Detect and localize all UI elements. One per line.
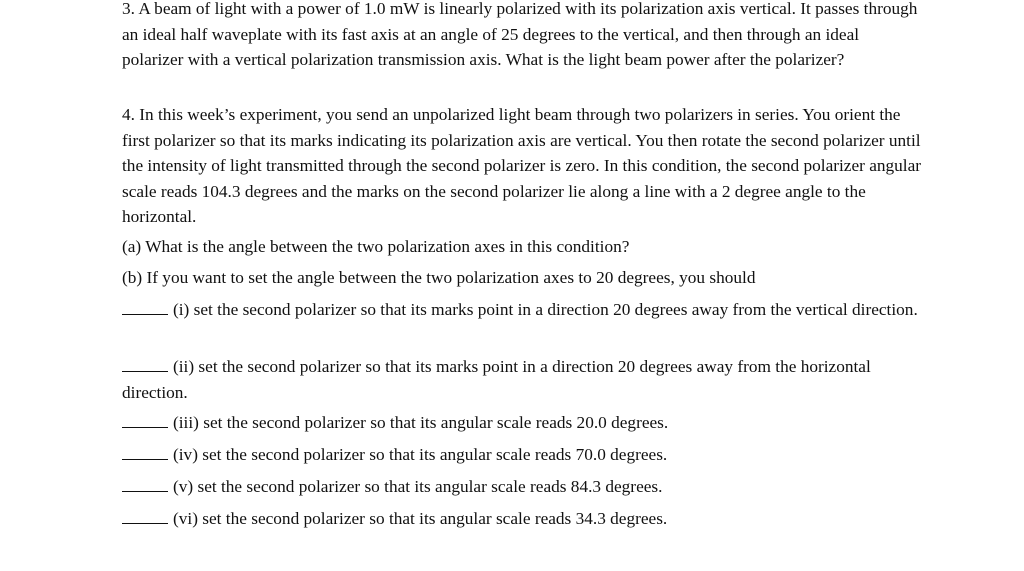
problem-3-text: 3. A beam of light with a power of 1.0 mW is linearly polarized with its polarization axis vertical. It passes through an ideal half waveplate with its fast axis at an angle of 25 degrees to the vertical, and then through an ideal polarizer with a vertical polarization transmission axis. What is the light beam power after the polarizer? xyxy=(122,0,918,69)
option-iii-text: (iii) set the second polarizer so that its angular scale reads 20.0 degrees. xyxy=(173,413,669,432)
option-ii xyxy=(122,354,922,405)
option-vi xyxy=(122,506,922,532)
answer-blank-i[interactable] xyxy=(122,300,168,315)
option-v xyxy=(122,474,922,500)
option-iv-text: (iv) set the second polarizer so that its angular scale reads 70.0 degrees. xyxy=(173,445,668,464)
option-iv xyxy=(122,442,922,468)
option-iii xyxy=(122,410,922,436)
problem-4-part-b: (b) If you want to set the angle between the two polarization axes to 20 degrees, you should xyxy=(122,268,756,287)
option-ii-text: (ii) set the second polarizer so that its marks point in a direction 20 degrees away from the horizontal direction. xyxy=(122,357,871,402)
answer-blank-ii[interactable] xyxy=(122,357,168,372)
answer-blank-iv[interactable] xyxy=(122,445,168,460)
answer-blank-vi[interactable] xyxy=(122,509,168,524)
problem-4-part-a: (a) What is the angle between the two polarization axes in this condition? xyxy=(122,237,630,256)
option-v-text: (v) set the second polarizer so that its angular scale reads 84.3 degrees. xyxy=(173,477,663,496)
option-vi-text: (vi) set the second polarizer so that its angular scale reads 34.3 degrees. xyxy=(173,509,668,528)
option-i-text: (i) set the second polarizer so that its marks point in a direction 20 degrees away from the vertical direction. xyxy=(173,300,918,319)
answer-blank-iii[interactable] xyxy=(122,413,168,428)
answer-blank-v[interactable] xyxy=(122,477,168,492)
option-i xyxy=(122,297,922,323)
problem-4-text: 4. In this week’s experiment, you send an unpolarized light beam through two polarizers in series. You orient the first polarizer so that its marks indicating its polarization axis are vertical. You then rotate the second polarizer until the intensity of light transmitted through the second polarizer is zero. In this condition, the second polarizer angular scale reads 104.3 degrees and the marks on the second polarizer lie along a line with a 2 degree angle to the horizontal. xyxy=(122,105,922,226)
